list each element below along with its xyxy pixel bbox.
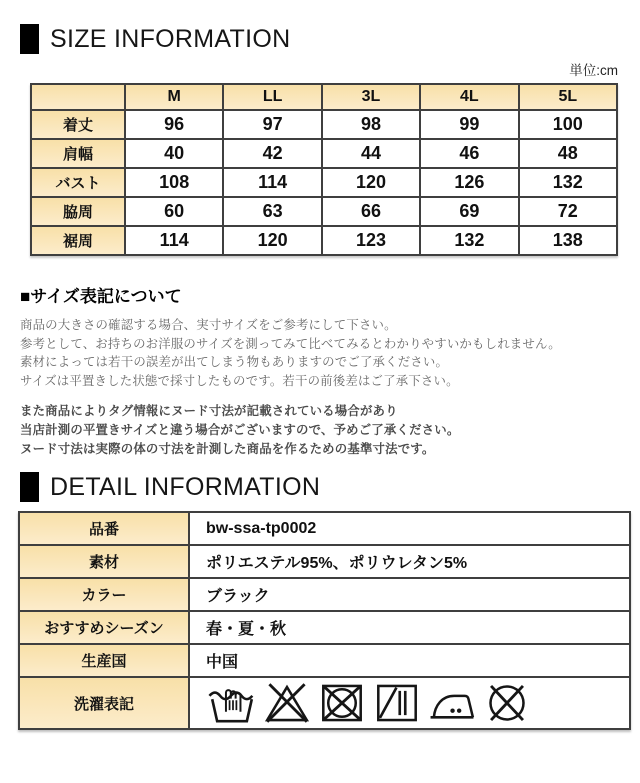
- size-value-cell: 96: [125, 110, 223, 139]
- detail-table-row: [19, 644, 630, 677]
- size-note-paragraph-2: また商品によりタグ情報にヌード寸法が記載されている場合があり 当店計測の平置きサイズと違う場合がございますので、予めご了承ください。 ヌード寸法は実際の体の寸法を計測した商品を作るための基準寸法です。: [20, 404, 460, 456]
- do-not-bleach-icon: [261, 681, 313, 725]
- detail-row-value: 春・夏・秋: [189, 611, 630, 644]
- size-column-header-5l: 5L: [519, 84, 617, 110]
- size-value-cell: 120: [322, 168, 420, 197]
- size-value-cell: 40: [125, 139, 223, 168]
- size-value-cell: 72: [519, 197, 617, 226]
- size-column-header-3l: 3L: [322, 84, 420, 110]
- size-value-cell: 97: [223, 110, 321, 139]
- size-value-cell: 66: [322, 197, 420, 226]
- detail-row-value: 中国: [189, 644, 630, 677]
- size-column-header-ll: LL: [223, 84, 321, 110]
- detail-row-label: 洗濯表記: [19, 677, 189, 729]
- size-value-cell: 108: [125, 168, 223, 197]
- size-value-cell: 98: [322, 110, 420, 139]
- black-square-icon: [20, 472, 39, 502]
- size-value-cell: 48: [519, 139, 617, 168]
- size-value-cell: 126: [420, 168, 518, 197]
- detail-row-value: bw-ssa-tp0002: [189, 512, 630, 545]
- hand-wash-icon: [206, 681, 258, 725]
- size-value-cell: 132: [420, 226, 518, 255]
- unit-label: 単位:cm: [569, 63, 618, 78]
- size-value-cell: 42: [223, 139, 321, 168]
- size-value-cell: 46: [420, 139, 518, 168]
- detail-information-header: [20, 472, 640, 502]
- black-square-icon: [20, 24, 39, 54]
- size-information-header: [20, 24, 640, 54]
- size-table-header-row: [31, 84, 617, 110]
- size-column-header-4l: 4L: [420, 84, 518, 110]
- detail-table-row: [19, 677, 630, 729]
- size-table: [30, 83, 618, 256]
- size-table-row: [31, 139, 617, 168]
- detail-row-label: カラー: [19, 578, 189, 611]
- detail-row-value: ブラック: [189, 578, 630, 611]
- drip-dry-in-shade-icon: [371, 681, 423, 725]
- size-value-cell: 44: [322, 139, 420, 168]
- size-value-cell: 120: [223, 226, 321, 255]
- product-information-page: [0, 24, 640, 730]
- size-table-corner-cell: [31, 84, 125, 110]
- size-value-cell: 138: [519, 226, 617, 255]
- size-table-row: [31, 110, 617, 139]
- size-row-label: 脇周: [31, 197, 125, 226]
- detail-row-label: 品番: [19, 512, 189, 545]
- detail-table-row: [19, 545, 630, 578]
- detail-row-value: ポリエステル95%、ポリウレタン5%: [189, 545, 630, 578]
- size-value-cell: 114: [125, 226, 223, 255]
- size-row-label: 裾周: [31, 226, 125, 255]
- size-table-row: [31, 168, 617, 197]
- size-table-row: [31, 226, 617, 255]
- size-section-title: SIZE INFORMATION: [50, 24, 291, 53]
- size-value-cell: 63: [223, 197, 321, 226]
- size-table-row: [31, 197, 617, 226]
- detail-row-label: 生産国: [19, 644, 189, 677]
- do-not-dry-clean-icon: [481, 681, 533, 725]
- size-note-paragraph-1: 商品の大きさの確認する場合、実寸サイズをご参考にして下さい。 参考として、お持ちのお洋服のサイズを測ってみて比べてみるとわかりやすいかもしれません。 素材によっては若干の誤差が出てしまう物もありますのでご了承ください。 サイズは平置きした状態で採寸したものです。若干の前後差はご了承下さい。: [20, 318, 561, 388]
- do-not-tumble-dry-icon: [316, 681, 368, 725]
- size-note-heading: ■サイズ表記について: [20, 287, 182, 306]
- size-row-label: 着丈: [31, 110, 125, 139]
- size-value-cell: 123: [322, 226, 420, 255]
- detail-row-label: おすすめシーズン: [19, 611, 189, 644]
- size-value-cell: 69: [420, 197, 518, 226]
- detail-row-label: 素材: [19, 545, 189, 578]
- size-value-cell: 114: [223, 168, 321, 197]
- detail-section-title: DETAIL INFORMATION: [50, 472, 321, 501]
- size-column-header-m: M: [125, 84, 223, 110]
- detail-row-value: [189, 677, 630, 729]
- size-row-label: 肩幅: [31, 139, 125, 168]
- size-value-cell: 100: [519, 110, 617, 139]
- detail-table-row: [19, 611, 630, 644]
- detail-table: [18, 511, 631, 730]
- laundry-care-icons: [206, 681, 621, 725]
- size-value-cell: 132: [519, 168, 617, 197]
- detail-table-row: [19, 578, 630, 611]
- detail-table-row: [19, 512, 630, 545]
- size-note-section: [20, 282, 640, 458]
- iron-medium-icon: [426, 681, 478, 725]
- size-row-label: バスト: [31, 168, 125, 197]
- size-value-cell: 99: [420, 110, 518, 139]
- size-value-cell: 60: [125, 197, 223, 226]
